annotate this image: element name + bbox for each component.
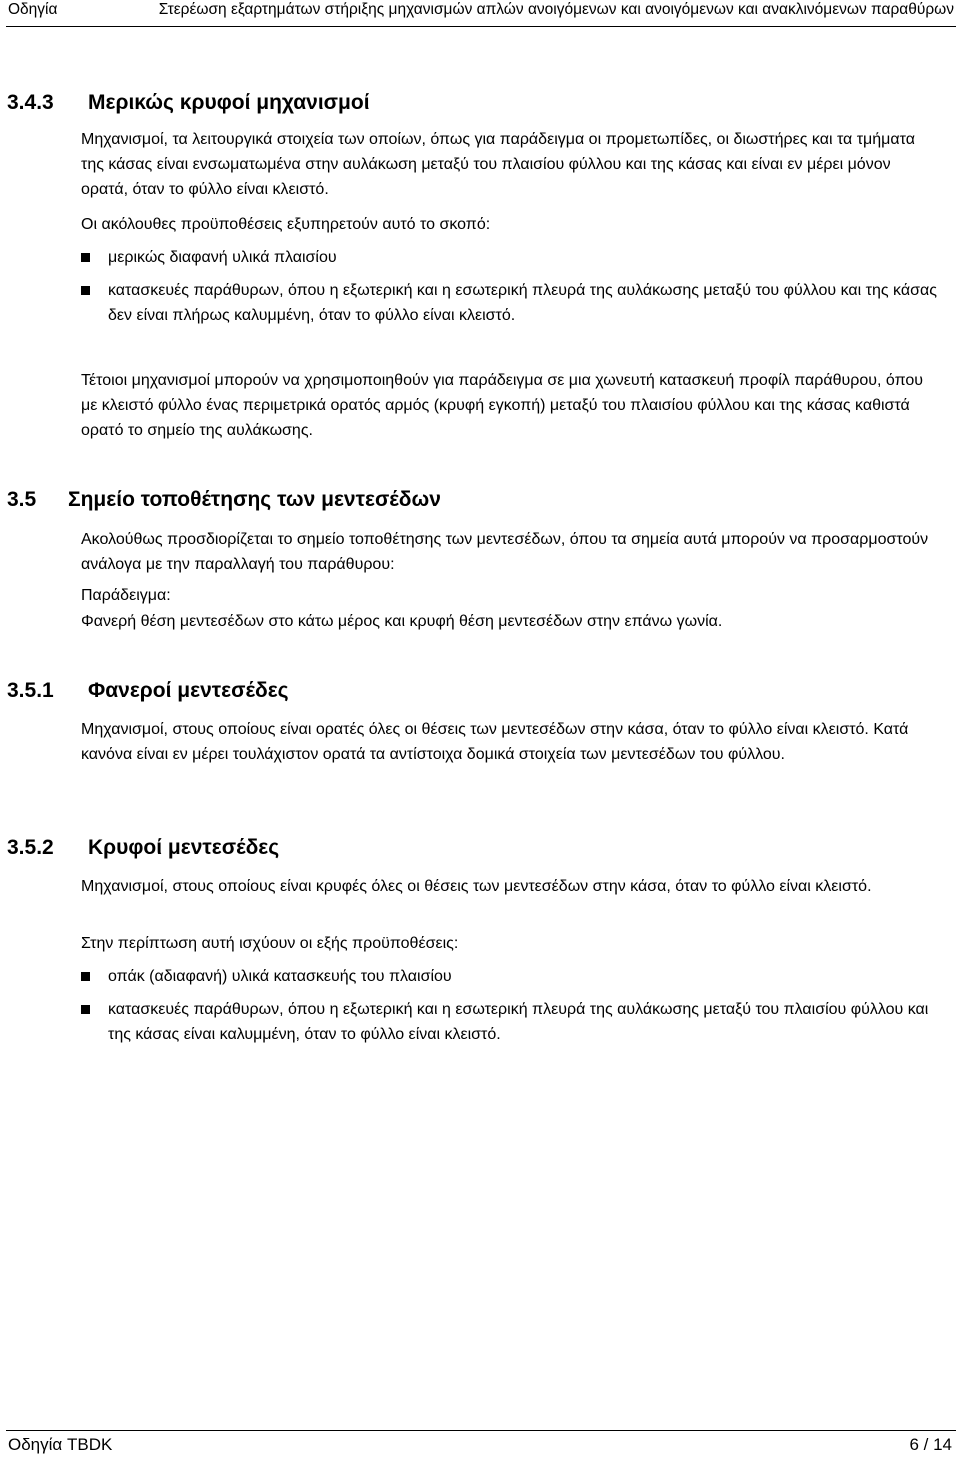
header-doc-label: Οδηγία — [8, 1, 58, 18]
section-number: 3.4.3 — [7, 91, 54, 114]
square-bullet-icon — [81, 286, 90, 295]
paragraph: Τέτοιοι μηχανισμοί μπορούν να χρησιμοποιηθούν για παράδειγμα σε μια χωνευτή κατασκευή προφίλ παράθυρου, όπου με κλειστό φύλλο ένας περιμετρικά ορατός αρμός (κρυφή εγκοπή) μεταξύ του πλαισίου φύλλου και της κάσας καθιστά ορατό το σημείο της αυλάκωσης. — [81, 372, 924, 439]
paragraph: Στην περίπτωση αυτή ισχύουν οι εξής προϋποθέσεις: — [81, 935, 459, 952]
section-number: 3.5.1 — [7, 679, 54, 702]
section-title: Μερικώς κρυφοί μηχανισμοί — [88, 91, 370, 114]
list-item-text: μερικώς διαφανή υλικά πλαισίου — [108, 249, 337, 266]
section-number: 3.5 — [7, 488, 37, 511]
square-bullet-icon — [81, 253, 90, 262]
list-item-text: κατασκευές παράθυρων, όπου η εξωτερική και η εσωτερική πλευρά της αυλάκωσης μεταξύ του φύλλου και της κάσας δεν είναι πλήρως καλυμμένη, όταν το φύλλο είναι κλειστό. — [108, 282, 937, 324]
paragraph: Μηχανισμοί, τα λειτουργικά στοιχεία των οποίων, όπως για παράδειγμα οι προμετωπίδες, οι διωστήρες και τα τμήματα της κάσας είναι ενσωματωμένα στην αυλάκωση μεταξύ του πλαισίου φύλλου και της κάσας και είναι εν μέρει μόνον ορατά, όταν το φύλλο είναι κλειστό. — [81, 131, 915, 198]
page-footer — [6, 1430, 956, 1460]
list-item-text: οπάκ (αδιαφανή) υλικά κατασκευής του πλαισίου — [108, 968, 452, 985]
header-doc-title: Στερέωση εξαρτημάτων στήριξης μηχανισμών απλών ανοιγόμενων και ανοιγόμενων και ανακλινόμενων παραθύρων — [158, 1, 954, 18]
footer-doc-name: Οδηγία TBDK — [8, 1435, 113, 1454]
list-item-text: κατασκευές παράθυρων, όπου η εξωτερική και η εσωτερική πλευρά της αυλάκωσης μεταξύ του πλαισίου φύλλου και της κάσας είναι καλυμμένη, όταν το φύλλο είναι κλειστό. — [108, 1001, 929, 1043]
page-header — [6, 0, 956, 27]
page-number: 6 / 14 — [909, 1435, 952, 1454]
section-title: Φανεροί μεντεσέδες — [88, 679, 289, 702]
section-number: 3.5.2 — [7, 836, 54, 859]
paragraph: Ακολούθως προσδιορίζεται το σημείο τοποθέτησης των μεντεσέδων, όπου τα σημεία αυτά μπορούν να προσαρμοστούν ανάλογα με την παραλλαγή του παράθυρου: — [81, 531, 929, 573]
section-title: Σημείο τοποθέτησης των μεντεσέδων — [68, 488, 441, 511]
paragraph: Παράδειγμα: — [81, 587, 171, 604]
square-bullet-icon — [81, 1005, 90, 1014]
paragraph: Φανερή θέση μεντεσέδων στο κάτω μέρος και κρυφή θέση μεντεσέδων στην επάνω γωνία. — [81, 613, 723, 630]
section-title: Κρυφοί μεντεσέδες — [88, 836, 280, 859]
paragraph: Μηχανισμοί, στους οποίους είναι κρυφές όλες οι θέσεις των μεντεσέδων στην κάσα, όταν το φύλλο είναι κλειστό. — [81, 878, 872, 895]
paragraph: Οι ακόλουθες προϋποθέσεις εξυπηρετούν αυτό το σκοπό: — [81, 216, 491, 233]
paragraph: Μηχανισμοί, στους οποίους είναι ορατές όλες οι θέσεις των μεντεσέδων στην κάσα, όταν το φύλλο είναι κλειστό. Κατά κανόνα είναι εν μέρει τουλάχιστον ορατά τα αντίστοιχα δομικά στοιχεία των μεντεσέδων του φύλλου. — [81, 721, 909, 763]
square-bullet-icon — [81, 972, 90, 981]
